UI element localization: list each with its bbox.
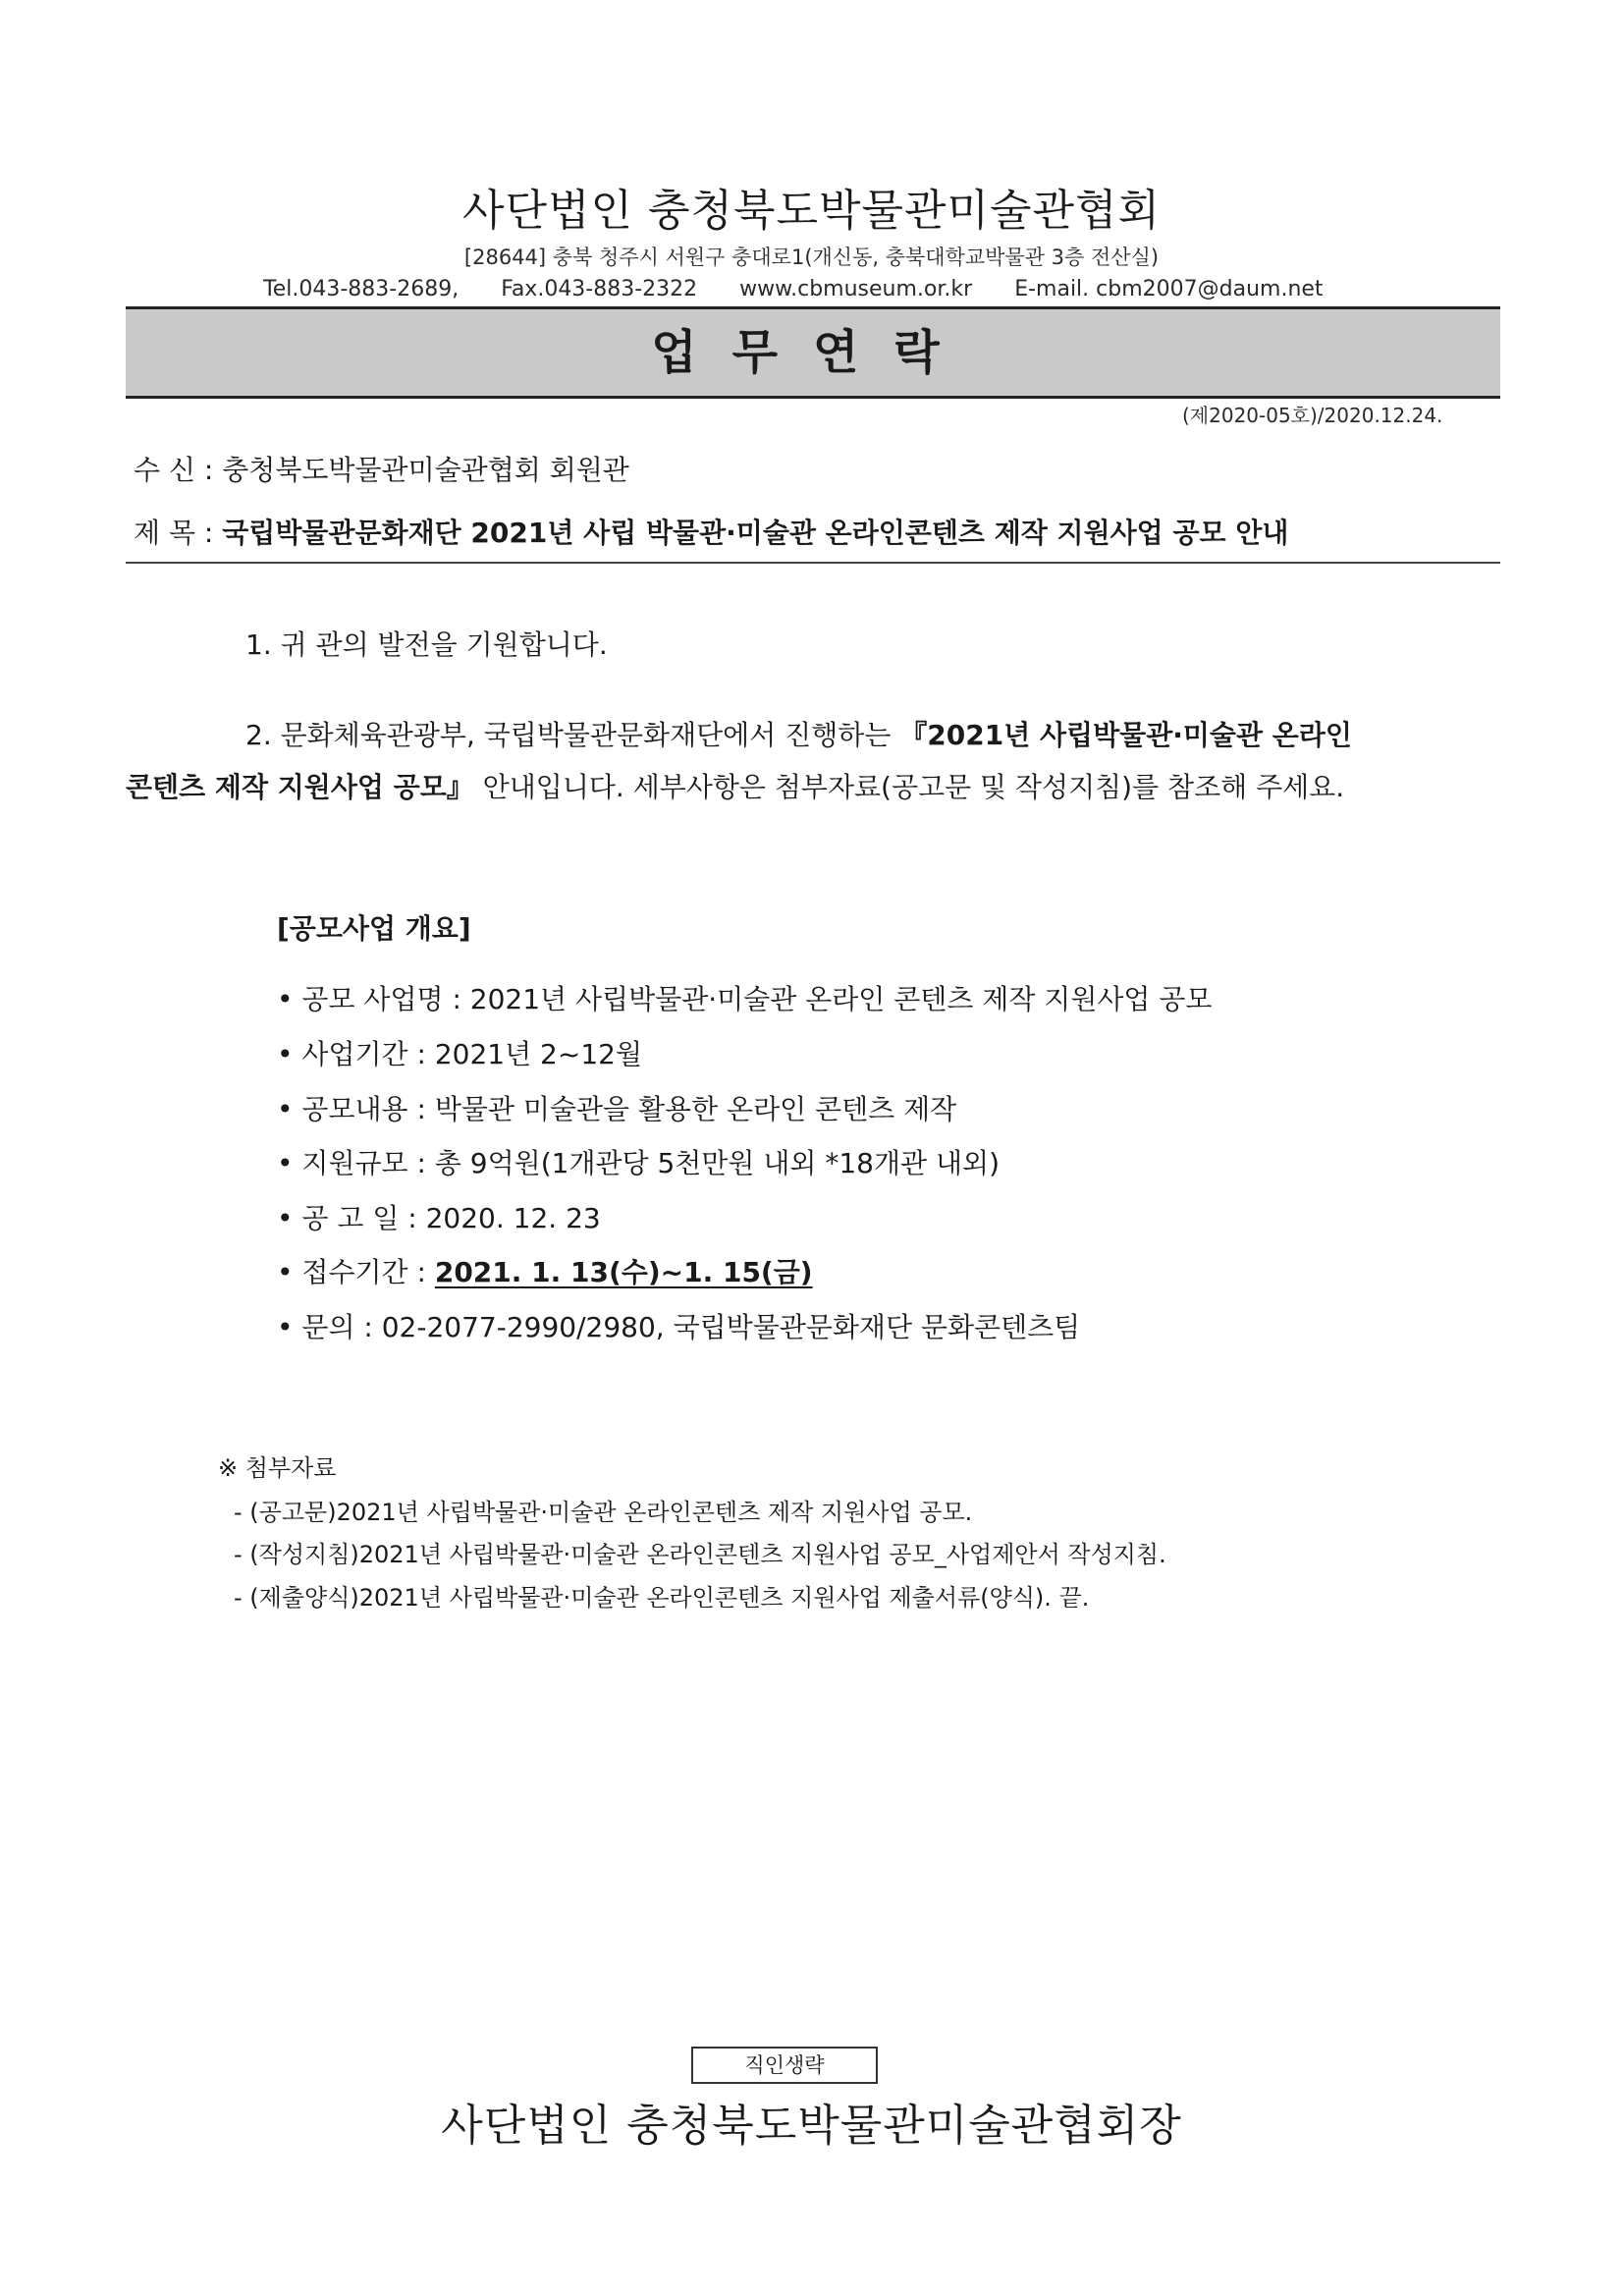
contact-line — [263, 277, 1324, 301]
deadline-dates: 2021. 1. 13(수)~1. 15(금) — [434, 1256, 813, 1288]
overview-item: • 공모 사업명 : 2021년 사립박물관·미술관 온라인 콘텐츠 제작 지원사업 공모 — [277, 983, 1213, 1015]
overview-item: • 사업기간 : 2021년 2~12월 — [277, 1038, 643, 1070]
document-type-banner: 업무연락 — [126, 306, 1500, 399]
overview-item: • 지원규모 : 총 9억원(1개관당 5천만원 내외 *18개관 내외) — [277, 1147, 1000, 1179]
overview-item: • 공모내용 : 박물관 미술관을 활용한 온라인 콘텐츠 제작 — [277, 1093, 957, 1125]
fax-number: Fax.043-883-2322 — [501, 277, 698, 301]
email: E-mail. cbm2007@daum.net — [1014, 277, 1324, 301]
overview-item: • 공 고 일 : 2020. 12. 23 — [277, 1202, 601, 1234]
tel-number: Tel.043-883-2689, — [263, 277, 460, 301]
recipient-line — [134, 449, 629, 488]
paragraph-2-line-1 — [245, 714, 1352, 753]
overview-item-deadline — [277, 1251, 813, 1290]
deadline-label: • 접수기간 : — [277, 1256, 435, 1288]
overview-item: • 문의 : 02-2077-2990/2980, 국립박물관문화재단 문화콘텐츠팀 — [277, 1311, 1081, 1343]
document-number: (제2020-05호)/2020.12.24. — [1182, 404, 1443, 427]
header-divider — [126, 562, 1500, 564]
paragraph-2-text: 2. 문화체육관광부, 국립박물관문화재단에서 진행하는 — [245, 719, 900, 751]
subject-line — [134, 512, 1288, 551]
subject-value: 국립박물관문화재단 2021년 사립 박물관·미술관 온라인콘텐츠 제작 지원사업 공모 안내 — [222, 517, 1289, 549]
overview-heading: [공모사업 개요] — [277, 912, 471, 945]
signer-name: 사단법인 충청북도박물관미술관협회장 — [441, 2101, 1182, 2151]
program-title-part-1: 『2021년 사립박물관·미술관 온라인 — [899, 719, 1352, 751]
organization-title: 사단법인 충청북도박물관미술관협회 — [461, 186, 1162, 236]
attachment-item: - (공고문)2021년 사립박물관·미술관 온라인콘텐츠 제작 지원사업 공모. — [234, 1499, 973, 1526]
paragraph-2-text-end: 안내입니다. 세부사항은 첨부자료(공고문 및 작성지침)를 참조해 주세요. — [473, 771, 1345, 803]
attachment-item: - (작성지침)2021년 사립박물관·미술관 온라인콘텐츠 지원사업 공모_사업제안서 작성지침. — [234, 1541, 1166, 1568]
attachment-item: - (제출양식)2021년 사립박물관·미술관 온라인콘텐츠 지원사업 제출서류(양식). 끝. — [234, 1584, 1090, 1612]
recipient-value: 충청북도박물관미술관협회 회원관 — [222, 454, 629, 486]
recipient-label: 수 신 : — [134, 454, 223, 486]
website: www.cbmuseum.or.kr — [739, 277, 973, 301]
organization-address: [28644] 충북 청주시 서원구 충대로1(개신동, 충북대학교박물관 3층 전산실) — [463, 246, 1160, 269]
attachments-heading: ※ 첨부자료 — [218, 1454, 337, 1482]
seal-omitted-box: 직인생략 — [691, 2047, 878, 2084]
paragraph-2-line-2 — [126, 766, 1344, 805]
subject-label: 제 목 : — [134, 517, 223, 549]
program-title-part-2: 콘텐츠 제작 지원사업 공모』 — [126, 771, 474, 803]
paragraph-1: 1. 귀 관의 발전을 기원합니다. — [245, 629, 608, 661]
